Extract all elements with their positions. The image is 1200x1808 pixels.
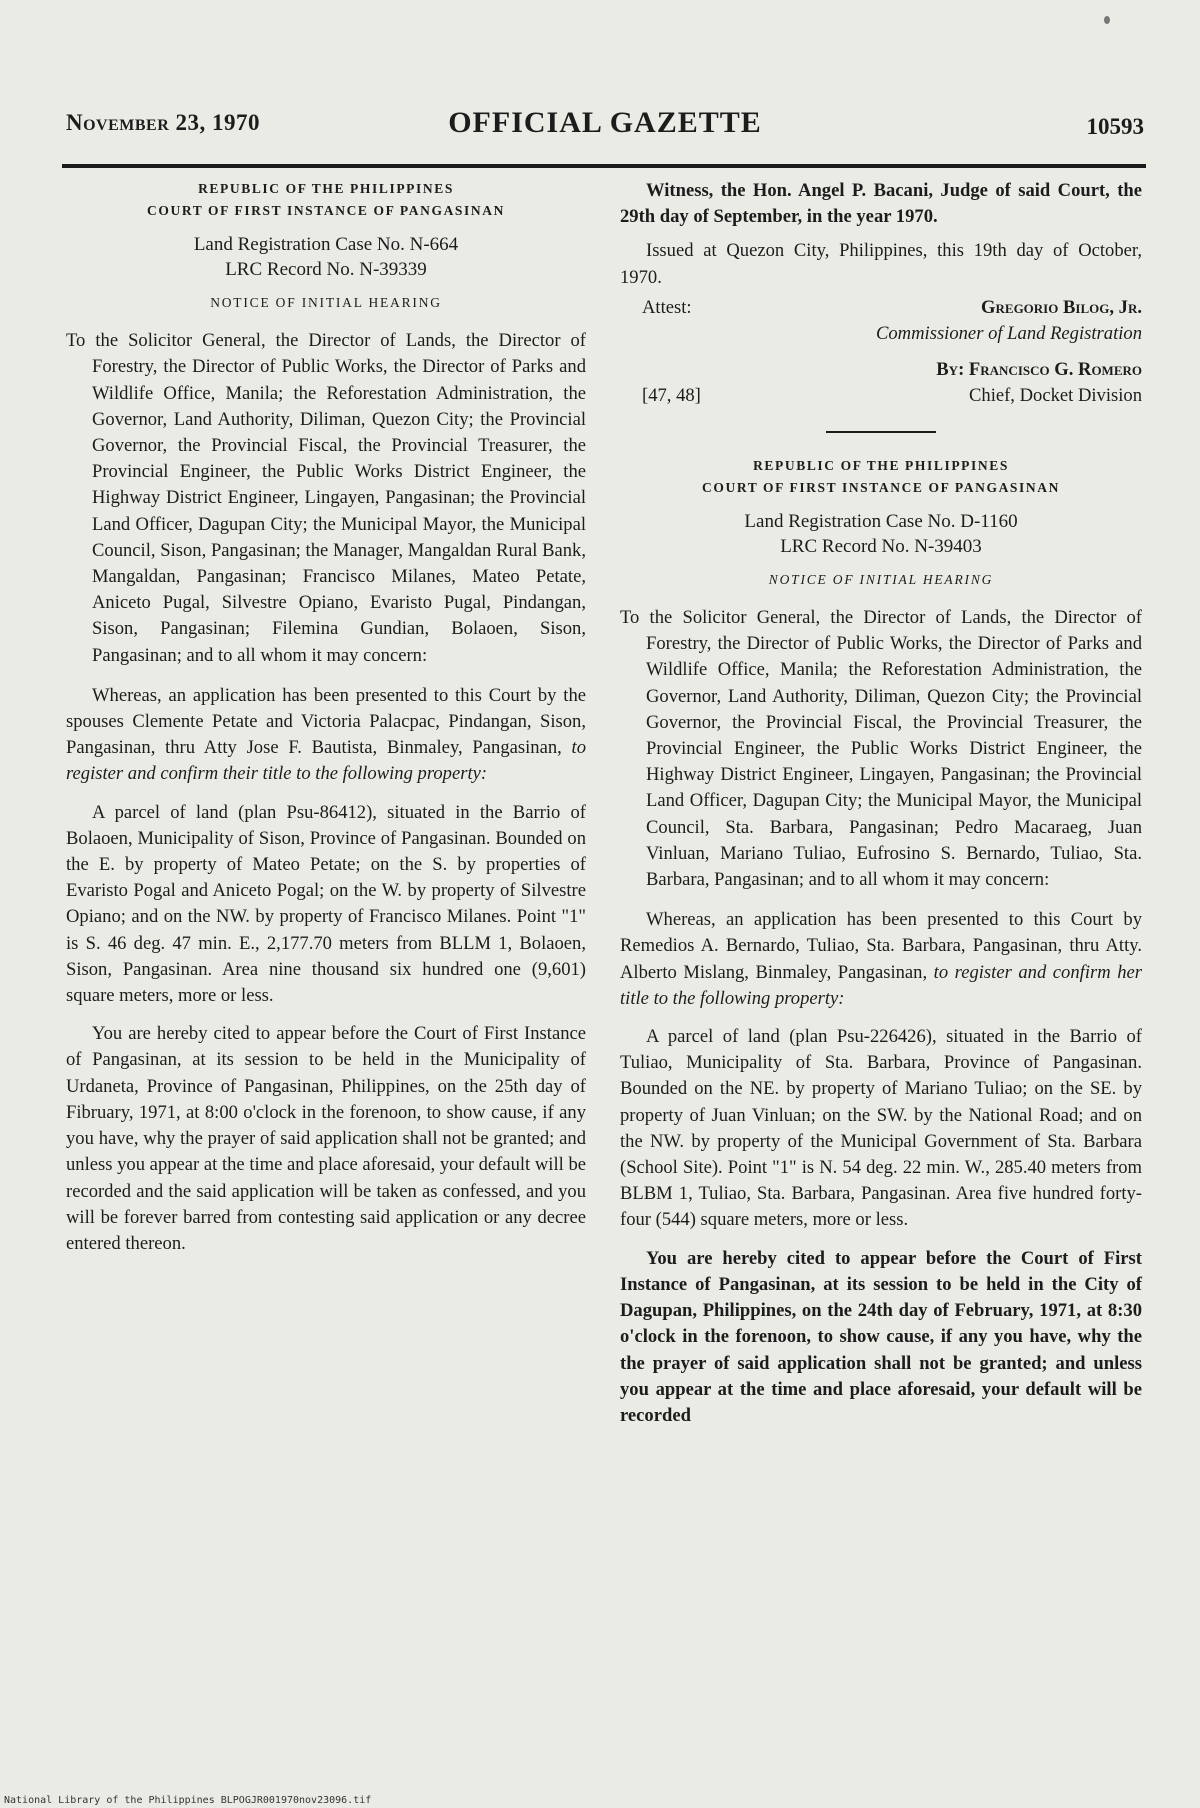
right-parcel: A parcel of land (plan Psu-226426), situated in the Barrio of Tuliao, Municipality of Sta. Barbara, Province of Pangasinan. Bounded on the NE. by property of Mariano Tuliao; on the SE. by property of Juan Vinluan; on the SW. by the National Road; and on the NW. by property of the Municipal Government of Sta. Barbara (School Site). Point "1" is N. 54 deg. 22 min. W., 285.40 meters from BLBM 1, Tuliao, Sta. Barbara, Pangasinan. Area five hundred forty-four (544) square meters, more or less. — [620, 1026, 1142, 1231]
right-whereas — [620, 907, 1142, 1012]
header-rule — [62, 164, 1146, 168]
right-notice-title: NOTICE OF INITIAL HEARING — [768, 571, 994, 587]
right-witness: Witness, the Hon. Angel P. Bacani, Judge of said Court, the 29th day of September, in the year 1970. — [620, 180, 1142, 228]
right-cited: You are hereby cited to appear before the Court of First Instance of Pangasinan, at its session to be held in the City of Dagupan, Philippines, on the 24th day of February, 1971, at 8:30 o'clock in the forenoon, to show cause, if any you have, why the the prayer of said application shall not be granted; and unless you appear at the time and place aforesaid, your default will be recorded — [620, 1247, 1142, 1426]
right-issued: Issued at Quezon City, Philippines, this 19th day of October, 1970. — [620, 240, 1142, 288]
signature-block — [620, 295, 1142, 413]
left-republic: REPUBLIC OF THE PHILIPPINES — [198, 181, 454, 196]
right-case-number: Land Registration Case No. D-1160 — [744, 510, 1018, 532]
left-whereas-italic: to register and confirm their title to the following property: — [66, 737, 586, 785]
scan-footer: National Library of the Philippines BLPOGJR001970nov23096.tif — [4, 1795, 372, 1806]
right-whereas-text: Whereas, an application has been presented to this Court by Remedios A. Bernardo, Tuliao, Sta. Barbara, Pangasinan, thru Atty. Alberto Mislang, Binmaley, Pangasinan, — [620, 909, 1142, 983]
left-whereas — [66, 683, 586, 788]
right-address: To the Solicitor General, the Director of Lands, the Director of Forestry, the Director of Public Works, the Director of Parks and Wildlife Office, Manila; the Reforestation Administration, the Governor, Land Authority, Diliman, Quezon City; the Provincial Governor, the Provincial Fiscal, the Provincial Treasurer, the Provincial Engineer, the Public Works District Engineer, the Highway District Engineer, Lingayen, Pangasinan; the Provincial Land Officer, Dagupan City; the Municipal Mayor, the Municipal Council, Sta. Barbara, Pangasinan; Pedro Macaraeg, Juan Vinluan, Mariano Tuliao, Eufrosino S. Bernardo, Tuliao, Sta. Barbara, Pangasinan; and to all whom it may concern: — [620, 607, 1142, 891]
left-column — [66, 178, 586, 1269]
scan-speck — [1104, 16, 1110, 24]
section-divider — [826, 431, 936, 433]
right-lrc-record: LRC Record No. N-39403 — [780, 535, 982, 557]
left-address: To the Solicitor General, the Director of Lands, the Director of Forestry, the Director of Public Works, the Director of Parks and Wildlife Office, Manila; the Reforestation Administration, the Governor, Land Authority, Diliman, Quezon City; the Provincial Governor, the Provincial Fiscal, the Provincial Treasurer, the Provincial Engineer, the Public Works District Engineer, the Highway District Engineer, Lingayen, Pangasinan; the Provincial Land Officer, Dagupan City; the Municipal Mayor, the Municipal Council, Sison, Pangasinan; the Manager, Mangaldan Rural Bank, Mangaldan, Pangasinan; Francisco Milanes, Mateo Petate, Aniceto Pugal, Silvestre Opiano, Evaristo Pugal, Pindangan, Sison, Pangasinan; Filemina Gundian, Bolaoen, Sison, Pangasinan; and to all whom it may concern: — [66, 330, 586, 666]
left-court: COURT OF FIRST INSTANCE OF PANGASINAN — [147, 203, 505, 218]
page-header — [66, 106, 1144, 154]
header-date: November 23, 1970 — [66, 110, 261, 135]
header-title: OFFICIAL GAZETTE — [448, 106, 762, 139]
left-parcel: A parcel of land (plan Psu-86412), situated in the Barrio of Bolaoen, Municipality of Sison, Province of Pangasinan. Bounded on the E. by property of Mateo Petate; on the S. by properties of Evaristo Pogal and Aniceto Pogal; on the W. by property of Silvestre Opiano; and on the NW. by property of Francisco Milanes. Point "1" is S. 46 deg. 47 min. E., 2,177.70 meters from BLLM 1, Bolaoen, Sison, Pangasinan. Area nine thousand six hundred one (9,601) square meters, more or less. — [66, 801, 586, 1007]
signer1-title: Commissioner of Land Registration — [875, 322, 1142, 344]
left-cited: You are hereby cited to appear before the Court of First Instance of Pangasinan, at its session to be held in the Municipality of Urdaneta, Province of Pangasinan, Philippines, on the 25th day of Fibruary, 1971, at 8:00 o'clock in the forenoon, to show cause, if any you have, why the prayer of said application shall not be granted; and unless you appear at the time and place aforesaid, your default will be recorded and the said application will be taken as confessed, and you will be forever barred from contesting said application or any decree entered thereon. — [66, 1023, 586, 1254]
reference-numbers: [47, 48] — [642, 384, 701, 406]
right-court: COURT OF FIRST INSTANCE OF PANGASINAN — [702, 479, 1060, 495]
left-lrc-record: LRC Record No. N-39339 — [225, 259, 427, 280]
left-case-number: Land Registration Case No. N-664 — [193, 234, 459, 255]
right-republic: REPUBLIC OF THE PHILIPPINES — [753, 457, 1009, 473]
signer1-name: Gregorio Bilog, Jr. — [981, 296, 1142, 318]
right-whereas-italic: to register and confirm her title to the following property: — [620, 961, 1142, 1009]
right-column — [620, 178, 1142, 1441]
left-whereas-text: Whereas, an application has been presented to this Court by the spouses Clemente Petate and Victoria Palacpac, Pindangan, Sison, Pangasinan, thru Atty Jose F. Bautista, Binmaley, Pangasinan, — [66, 684, 586, 759]
by-line: By: Francisco G. Romero — [936, 358, 1142, 380]
header-page-number: 10593 — [1086, 114, 1144, 139]
attest-label: Attest: — [642, 296, 692, 318]
signer2-title: Chief, Docket Division — [969, 384, 1142, 406]
left-notice-title: NOTICE OF INITIAL HEARING — [210, 295, 442, 310]
